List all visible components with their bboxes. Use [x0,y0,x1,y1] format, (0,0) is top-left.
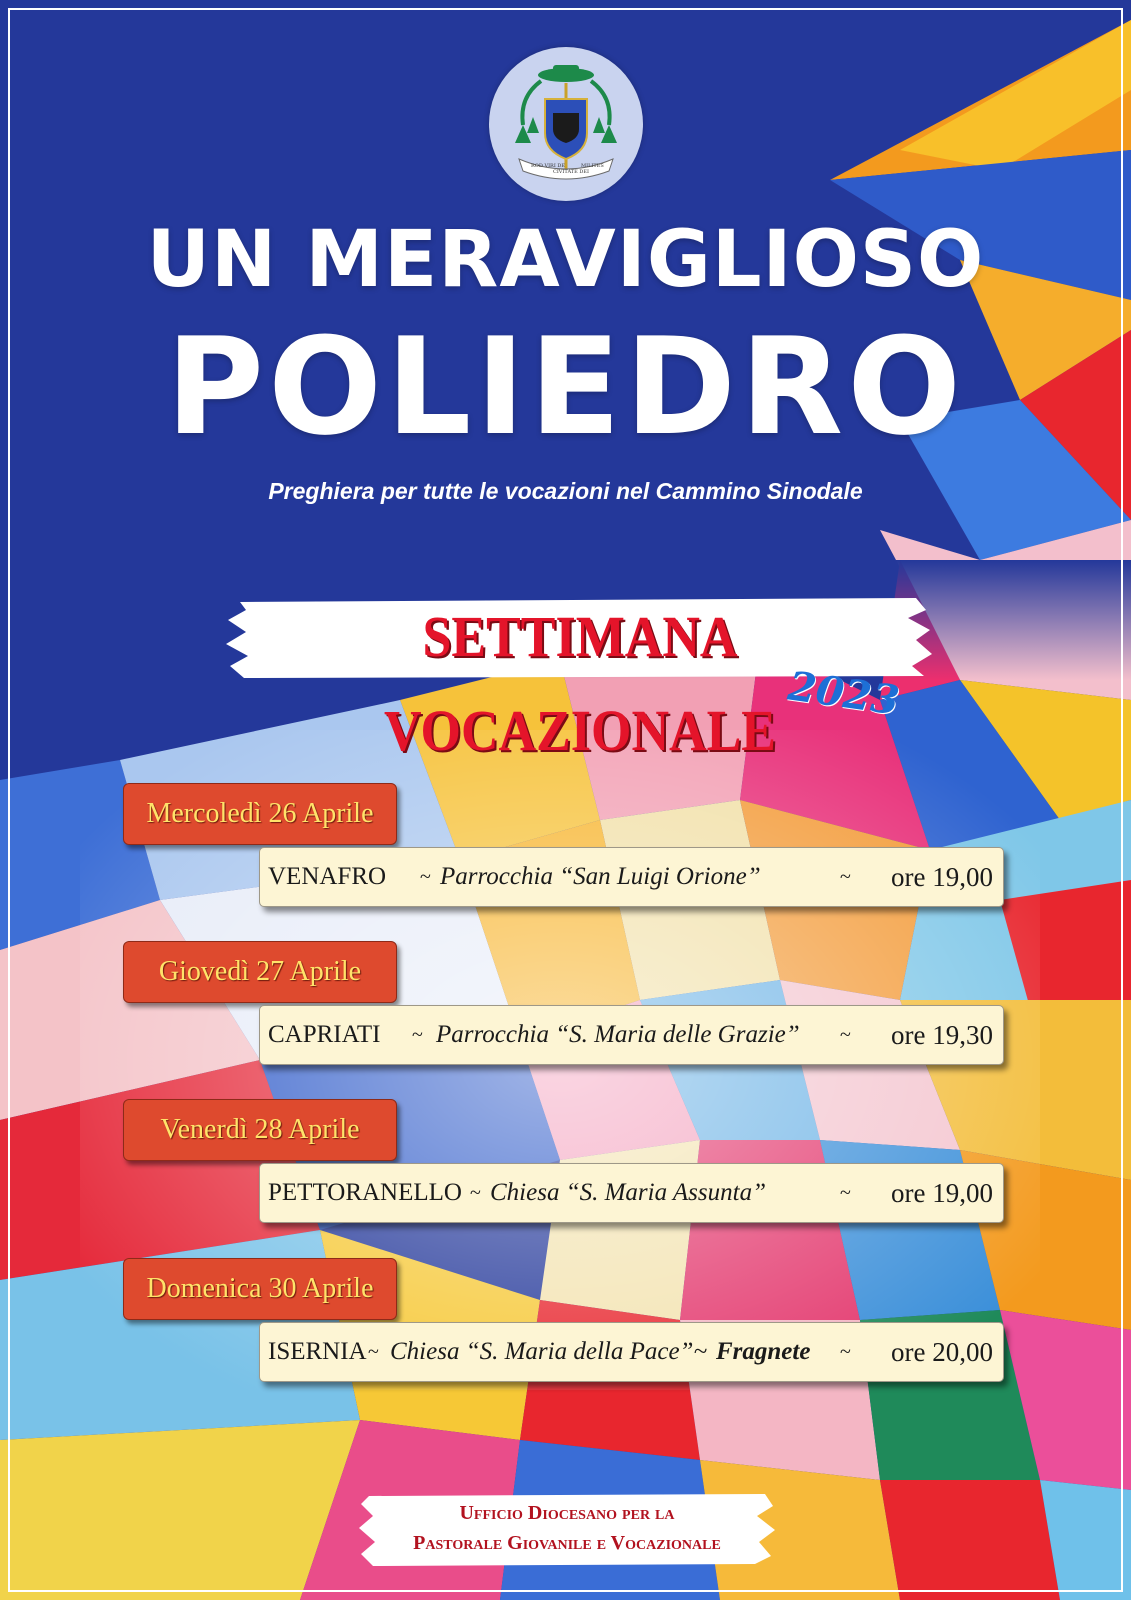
svg-text:ROD VIRI DE: ROD VIRI DE [531,163,566,169]
event-locality: Fragnete [716,1338,811,1365]
event-separator: ~ [470,1182,481,1204]
event-time: ore 19,30 [891,1020,993,1050]
event-row [259,1322,1004,1382]
svg-text:CIVITATE DEI: CIVITATE DEI [553,169,589,175]
event-city: CAPRIATI [268,1021,381,1048]
office-name [359,1492,775,1558]
event-city: VENAFRO [268,863,387,890]
title-line-1: UN MERAVIGLIOSO [146,215,985,305]
office-signature [359,1492,775,1566]
event-place: Parrocchia “San Luigi Orione” [440,863,761,890]
event-separator: ~ [412,1024,423,1046]
event-city: PETTORANELLO [268,1179,462,1206]
event-row [259,847,1004,907]
banner-year: 2023 [785,662,903,725]
office-line-2: Pastorale Giovanile e Vocazionale [413,1532,721,1554]
event-row [259,1163,1004,1223]
crest-icon [489,47,643,201]
event-place: Chiesa “S. Maria Assunta” [490,1179,766,1206]
event-row [259,1005,1004,1065]
event-time: ore 19,00 [891,862,993,892]
event-place: Chiesa “S. Maria della Pace”~ [390,1338,707,1365]
banner-title: SETTIMANA VOCAZIONALE [384,605,776,764]
day-badge: Mercoledì 26 Aprile [123,783,397,845]
event-time: ore 19,00 [891,1178,993,1208]
day-badge: Domenica 30 Aprile [123,1258,397,1320]
day-badge: Venerdì 28 Aprile [123,1099,397,1161]
event-separator: ~ [420,866,431,888]
office-line-1: Ufficio Diocesano per la [459,1502,675,1524]
event-time: ore 20,00 [891,1337,993,1367]
diocese-crest [489,47,643,201]
svg-text:MILITES: MILITES [581,163,604,169]
event-place: Parrocchia “S. Maria delle Grazie” [436,1021,800,1048]
subtitle: Preghiera per tutte le vocazioni nel Cammino Sinodale [268,478,863,504]
event-separator: ~ [840,1182,851,1204]
day-badge: Giovedì 27 Aprile [123,941,397,1003]
event-separator: ~ [840,866,851,888]
event-separator: ~ [840,1024,851,1046]
event-separator: ~ [368,1341,379,1363]
event-separator: ~ [840,1341,851,1363]
title-line-2: POLIEDRO [165,309,966,465]
event-city: ISERNIA [268,1338,367,1365]
